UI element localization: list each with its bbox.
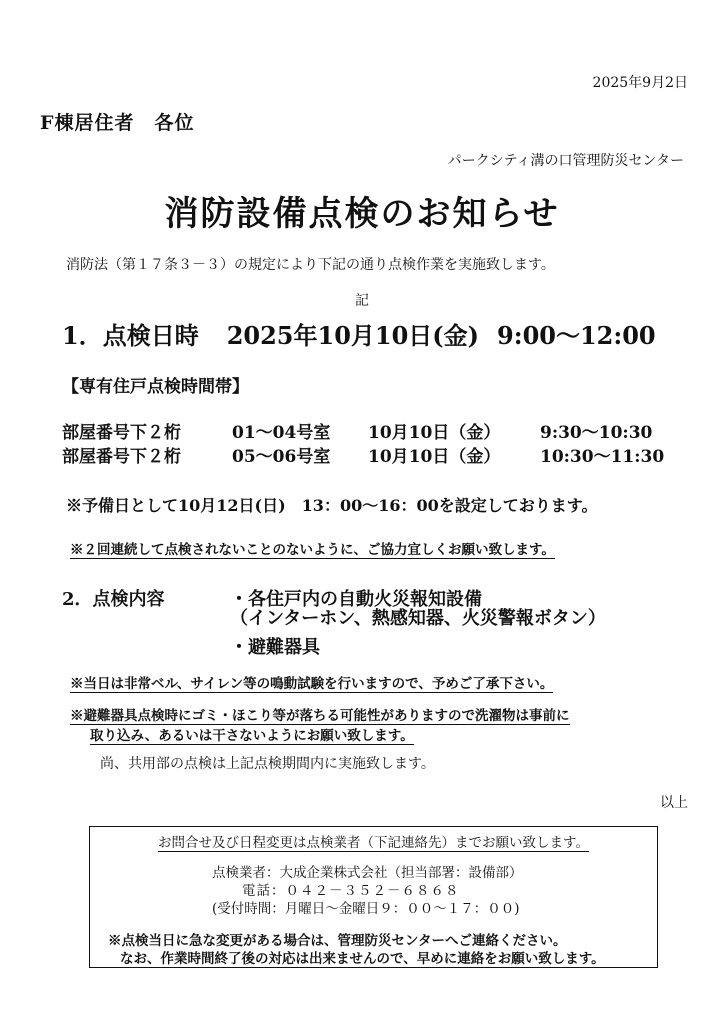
contact-box [89,826,658,968]
schedule-range: 05〜06号室 [232,447,331,467]
page-title: 消防設備点検のお知らせ [164,194,560,234]
ki-mark: 記 [355,293,369,309]
section1-label: 1．点検日時 [62,321,199,350]
contact-hours: (受付時間：月曜日〜金曜日９：００〜１７：００) [212,901,520,917]
schedule-date: 10月10日（金） [368,447,501,467]
schedule-time: 10:30〜11:30 [540,447,665,467]
urgent-note-line2: なお、作業時間終了後の対応は出来ませんので、早めに連絡をお願い致します。 [120,951,605,967]
content-item: ・各住戸内の自動火災報知設備 [230,589,482,610]
schedule-row [62,442,664,467]
contact-phone: 電話：０４２－３５２－６８６８ [242,883,460,899]
closing-mark: 以上 [660,795,688,811]
content-item: ・避難器具 [230,637,320,658]
consecutive-note: ※２回連続して点検されないことのないように、ご協力宜しくお願い致します。 [70,538,555,559]
laundry-note-line1: ※避難器具点検時にゴミ・ほこり等が落ちる可能性がありますので洗濯物は事前に [70,704,570,725]
sender: パークシティ溝の口管理防災センター [447,153,684,169]
reserve-day-note: ※予備日として10月12日(日) 13：00〜16：00を設定しております。 [66,496,598,515]
section1-date: 2025年10月10日(金) [226,321,480,350]
intro-text: 消防法（第１７条３－３）の規定により下記の通り点検作業を実施致します。 [66,257,555,273]
contact-company: 点検業者：大成企業株式会社（担当部署：設備部） [212,865,523,881]
laundry-note-line2: 取り込み、あるいは干さないようにお願い致します。 [90,724,414,745]
section-inspection-datetime [62,316,656,351]
schedule-range: 01〜04号室 [232,423,331,443]
schedule-row [62,418,652,443]
notice-date: 2025年9月2日 [592,75,688,91]
section2-label: 2．点検内容 [62,589,165,610]
content-item: （インターホン、熱感知器、火災警報ボタン） [230,608,606,629]
urgent-note-line1: ※点検当日に急な変更がある場合は、管理防災センターへご連絡ください。 [108,933,567,949]
schedule-room: 部屋番号下２桁 [62,423,181,443]
bell-test-note: ※当日は非常ベル、サイレン等の鳴動試験を行いますので、予めご了承下さい。 [70,672,553,693]
schedule-room: 部屋番号下２桁 [62,447,181,467]
schedule-date: 10月10日（金） [368,423,501,443]
unit-schedule-header: 【専有住戸点検時間帯】 [62,377,249,397]
section1-time: 9:00〜12:00 [497,321,656,350]
addressee: F棟居住者 各位 [40,112,195,134]
schedule-time: 9:30〜10:30 [540,423,653,443]
contact-heading-text: お問合せ及び日程変更は点検業者（下記連絡先）までお願い致します。 [158,835,589,851]
shared-area-note: 尚、共用部の点検は上記点検期間内に実施致します。 [100,756,435,772]
contact-heading [90,831,657,851]
